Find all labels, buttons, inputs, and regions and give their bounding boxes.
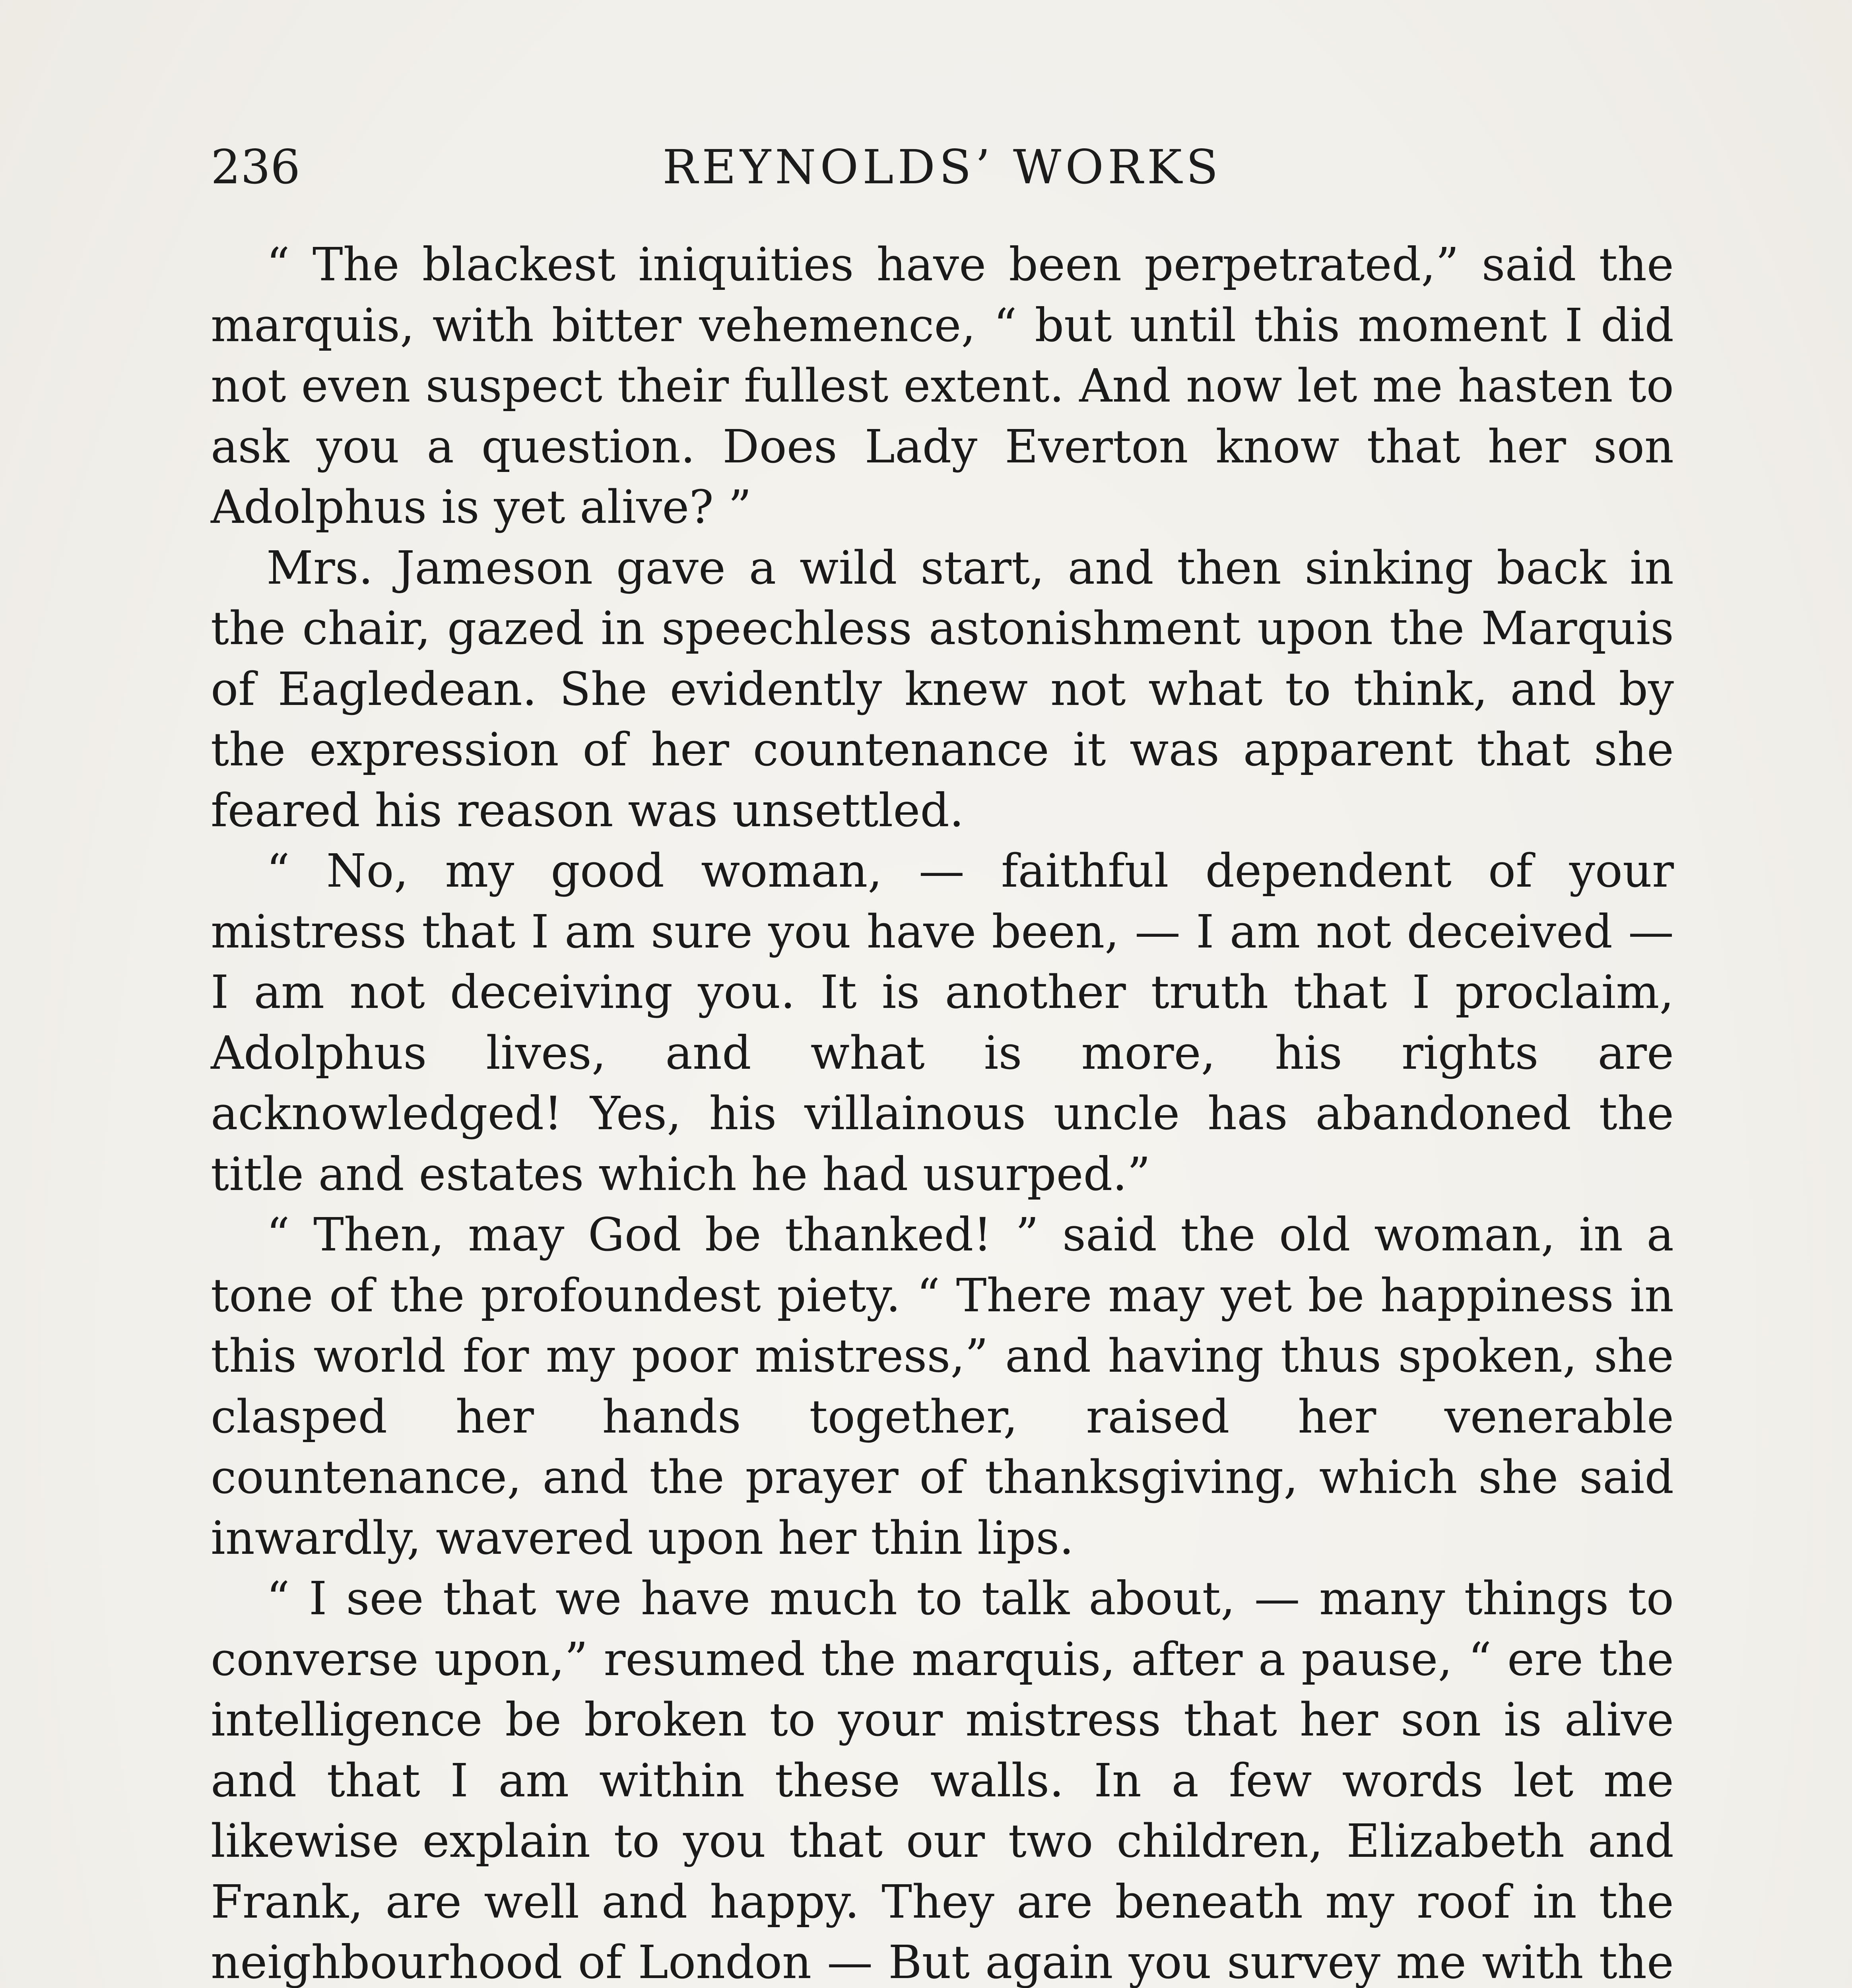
paragraph: “ I see that we have much to talk about, — many things to converse upon,” resumed the marquis, after a pause, “ ere the intelligence be broken to your mistress that her son is alive and that I am within these walls. In a few words let me likewise explain to you that our two children, Elizabeth and Frank, are well and happy. They are beneath my roof in the neighbourhood of London — But again you survey me with the	[211, 1572, 1674, 1988]
paragraph: Mrs. Jameson gave a wild start, and then sinking back in the chair, gazed in speechless astonishment upon the Marquis of Eagledean. She evidently knew not what to think, and by the expression of her countenance it was apparent that she feared his reason was unsettled.	[211, 541, 1674, 837]
paragraph: “ Then, may God be thanked! ” said the old woman, in a tone of the profoundest piety. “ There may yet be happiness in this world for my poor mistress,” and having thus spoken, she clasped her hands together, raised her venerable countenance, and the prayer of thanksgiving, which she said inwardly, wavered upon her thin lips.	[211, 1208, 1674, 1565]
page-header	[211, 131, 1674, 203]
page-number: 236	[211, 140, 301, 194]
paragraph: “ No, my good woman, — faithful dependent of your mistress that I am sure you have been, — I am not deceived — I am not deceiving you. It is another truth that I proclaim, Adolphus lives, and what is more, his rights are acknowledged! Yes, his villainous uncle has abandoned the title and estates which he had usurped.”	[211, 845, 1674, 1201]
paragraph: “ The blackest iniquities have been perpetrated,” said the marquis, with bitter vehemence, “ but until this moment I did not even suspect their fullest extent. And now let me hasten to ask you a question. Does Lady Everton know that her son Adolphus is yet alive? ”	[211, 238, 1674, 534]
body-text	[211, 235, 1674, 1988]
running-head: REYNOLDS’ WORKS	[662, 140, 1222, 194]
